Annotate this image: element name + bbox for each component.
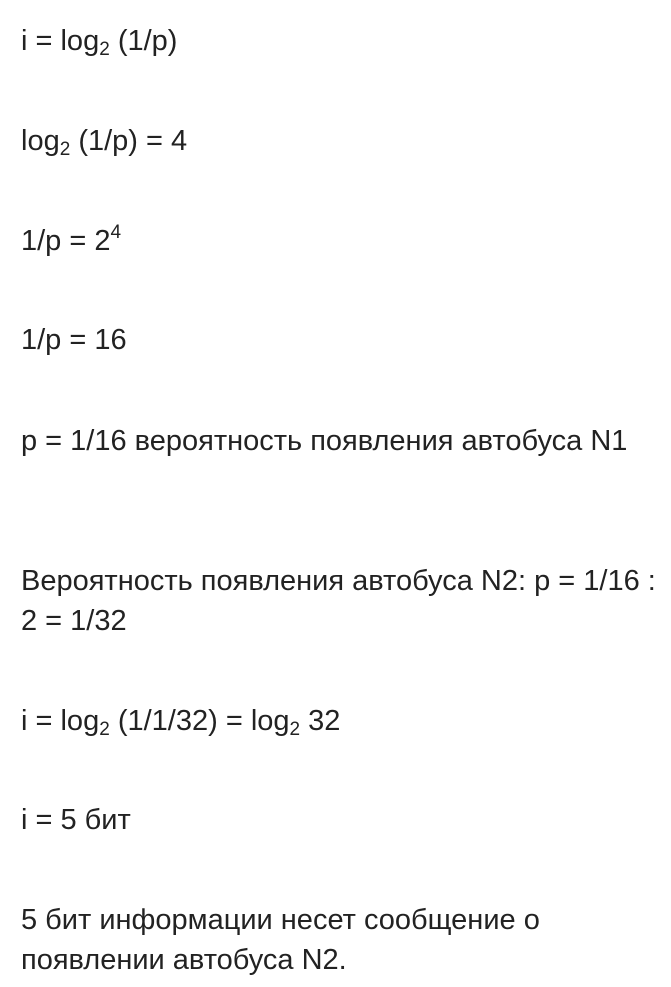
formula-text: i = 5 бит — [21, 804, 131, 836]
log-base: 2 — [59, 139, 71, 160]
log-base: 2 — [99, 719, 110, 740]
formula-part: 1/p = 2 — [21, 225, 111, 257]
formula-part: 32 — [300, 705, 341, 737]
log-base: 2 — [289, 719, 301, 740]
paragraph-text: 5 бит информации несет сообщение о появлении автобуса N2. — [21, 904, 540, 976]
formula-part: log — [21, 125, 60, 157]
paragraph-text: p = 1/16 вероятность появления автобуса N1 — [21, 425, 628, 457]
formula-power-of-two — [21, 221, 671, 261]
formula-text: 1/p = 16 — [21, 324, 127, 356]
formula-part: (1/p) = 4 — [70, 125, 188, 157]
formula-part: i = log — [21, 705, 100, 737]
log-base: 2 — [99, 39, 110, 60]
probability-bus-n2 — [21, 561, 661, 641]
exponent: 4 — [110, 222, 122, 243]
formula-part: (1/1/32) = log — [109, 705, 290, 737]
conclusion-text — [21, 900, 661, 980]
formula-part: i = log — [21, 25, 100, 57]
formula-log-equals-four — [21, 121, 671, 161]
result-bits — [21, 800, 671, 840]
formula-information-definition — [21, 21, 671, 61]
probability-bus-n1 — [21, 421, 661, 461]
formula-part: (1/p) — [109, 25, 178, 57]
paragraph-text: Вероятность появления автобуса N2: p = 1/16 : 2 = 1/32 — [21, 565, 656, 637]
formula-information-n2 — [21, 701, 671, 741]
formula-one-over-p — [21, 320, 671, 360]
